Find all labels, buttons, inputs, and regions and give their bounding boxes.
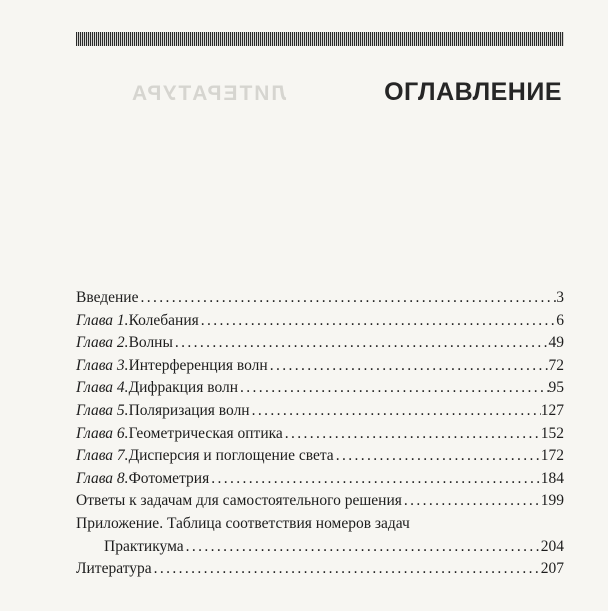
- toc-chapter-prefix: Глава 6.: [76, 424, 129, 442]
- toc-title: Приложение. Таблица соответствия номеров задач: [76, 514, 410, 532]
- table-of-contents: [76, 287, 564, 581]
- toc-title: Геометрическая оптика: [128, 424, 283, 442]
- toc-title: Дифракция волн: [128, 379, 239, 397]
- toc-page-number: 199: [540, 492, 564, 510]
- toc-dot-leader: [402, 490, 541, 513]
- toc-entry-chapter-8[interactable]: [76, 468, 564, 491]
- toc-page-number: 49: [548, 334, 564, 352]
- toc-chapter-prefix: Глава 8.: [76, 469, 129, 487]
- toc-dot-leader: [283, 423, 541, 446]
- toc-dot-leader: [334, 445, 541, 468]
- toc-title: Литература: [76, 560, 152, 578]
- toc-entry-introduction[interactable]: [76, 287, 564, 310]
- toc-entry-chapter-4[interactable]: [76, 377, 564, 400]
- toc-dot-leader: [268, 355, 549, 378]
- toc-dot-leader: [173, 332, 549, 355]
- toc-page-number: 6: [556, 311, 564, 329]
- toc-page-number: 152: [540, 424, 564, 442]
- toc-title: Колебания: [128, 311, 199, 329]
- toc-dot-leader: [138, 287, 556, 310]
- toc-title: Ответы к задачам для самостоятельного решения: [76, 492, 402, 510]
- toc-title: Практикума: [104, 537, 184, 555]
- toc-page-number: 204: [540, 537, 564, 555]
- toc-title: Волны: [128, 334, 173, 352]
- toc-entry-chapter-5[interactable]: [76, 400, 564, 423]
- toc-chapter-prefix: Глава 3.: [76, 356, 129, 374]
- show-through-text: ЛИТЕРАТУРА: [130, 82, 287, 105]
- toc-page-number: 3: [556, 289, 564, 306]
- toc-dot-leader: [152, 558, 541, 581]
- toc-page-number: 207: [540, 560, 564, 578]
- toc-chapter-prefix: Глава 2.: [76, 334, 129, 352]
- toc-page-number: 172: [540, 447, 564, 465]
- toc-entry-appendix[interactable]: [76, 513, 564, 536]
- toc-page-number: 127: [540, 401, 564, 419]
- toc-chapter-prefix: Глава 4.: [76, 379, 129, 397]
- toc-page-number: 184: [540, 469, 564, 487]
- toc-entry-chapter-1[interactable]: [76, 310, 564, 333]
- toc-entry-answers[interactable]: [76, 490, 564, 513]
- toc-dot-leader: [238, 377, 548, 400]
- toc-dot-leader: [199, 310, 556, 333]
- toc-dot-leader: [184, 536, 541, 559]
- toc-dot-leader: [250, 400, 541, 423]
- toc-entry-appendix-continued[interactable]: [76, 536, 564, 559]
- page-title: ОГЛАВЛЕНИЕ: [384, 78, 562, 106]
- toc-title: Фотометрия: [128, 469, 210, 487]
- toc-title: Поляризация волн: [128, 401, 250, 419]
- header-rule: [76, 32, 564, 46]
- toc-entry-chapter-2[interactable]: [76, 332, 564, 355]
- toc-page-number: 95: [548, 379, 564, 397]
- toc-entry-chapter-7[interactable]: [76, 445, 564, 468]
- toc-page-number: 72: [548, 356, 564, 374]
- toc-chapter-prefix: Глава 1.: [76, 311, 129, 329]
- toc-title: Дисперсия и поглощение света: [128, 447, 334, 465]
- toc-chapter-prefix: Глава 5.: [76, 401, 129, 419]
- toc-entry-chapter-6[interactable]: [76, 423, 564, 446]
- toc-entry-literature[interactable]: [76, 558, 564, 581]
- toc-entry-chapter-3[interactable]: [76, 355, 564, 378]
- toc-title: Интерференция волн: [128, 356, 268, 374]
- toc-title: Введение: [76, 289, 139, 306]
- toc-chapter-prefix: Глава 7.: [76, 447, 129, 465]
- toc-dot-leader: [209, 468, 541, 491]
